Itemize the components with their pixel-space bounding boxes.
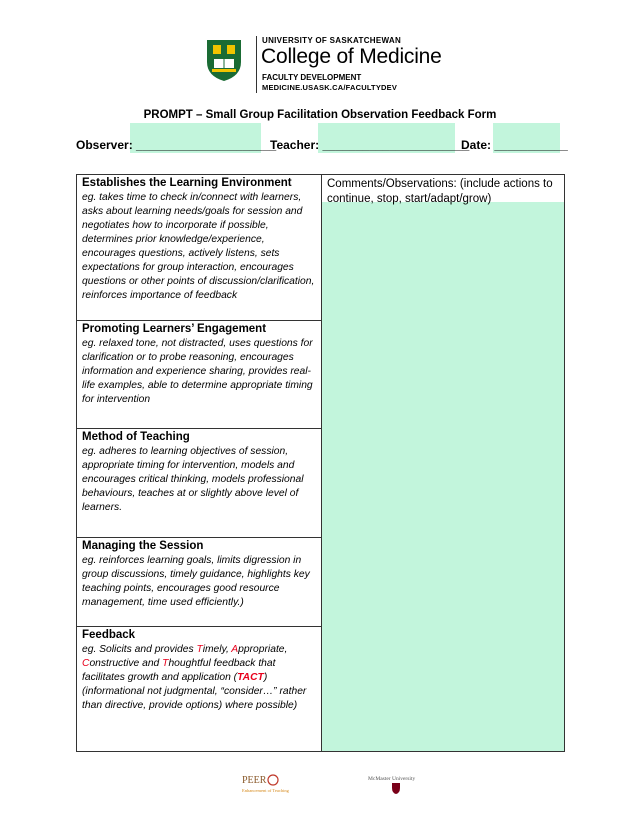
college-name: College of Medicine: [261, 45, 442, 68]
section-method-of-teaching: [77, 429, 321, 537]
section-description: [82, 643, 315, 713]
section-description: eg. adheres to learning objectives of session, appropriate timing for intervention, models and encourages critical thinking, models professional behaviours, teaches at or slightly above level of learners.: [82, 446, 304, 513]
teacher-field: [270, 138, 469, 152]
text-run: ) (informational not judgmental, “consider…” rather than directive, provide options) where possible): [82, 672, 307, 711]
text-run: imely,: [202, 644, 232, 655]
section-title: Managing the Session: [82, 540, 204, 552]
teacher-label: Teacher:: [270, 138, 320, 152]
usask-crest-logo: [205, 38, 243, 82]
mcmaster-logo: [368, 773, 416, 795]
column-divider: [321, 175, 322, 751]
section-title: Method of Teaching: [82, 431, 190, 443]
unit-name: FACULTY DEVELOPMENT: [262, 73, 362, 82]
section-managing-session: [77, 538, 321, 626]
mcmaster-logo-text: McMaster University: [368, 776, 416, 782]
observer-field: [76, 138, 276, 152]
tact-acronym: TACT: [237, 672, 264, 683]
section-title: Feedback: [82, 629, 136, 641]
observer-blank[interactable]: _____________________: [136, 138, 277, 152]
text-run: houghtful feedback that facilitates growth and application (: [82, 658, 276, 683]
unit-url: MEDICINE.USASK.CA/FACULTYDEV: [262, 83, 398, 92]
peer-logo-text: PEER: [242, 775, 267, 786]
university-name: UNIVERSITY OF SASKATCHEWAN: [262, 36, 402, 45]
form-title: PROMPT – Small Group Facilitation Observation Feedback Form: [143, 109, 497, 121]
acronym-letter: A: [231, 644, 239, 655]
usask-header: [205, 36, 505, 94]
date-blank[interactable]: ___________: [494, 138, 568, 152]
section-title: Establishes the Learning Environment: [82, 177, 292, 189]
section-feedback: [77, 627, 321, 751]
comments-field[interactable]: [322, 202, 564, 751]
acronym-letter: C: [82, 658, 90, 669]
section-title: Promoting Learners’ Engagement: [82, 323, 267, 335]
section-learner-engagement: [77, 321, 321, 428]
section-description: eg. relaxed tone, not distracted, uses questions for clarification or to probe reasoning, encourages information and experience sharing, provides real-life examples, able to determine appropriate timing for intervention: [82, 338, 313, 405]
text-run: onstructive and: [89, 658, 163, 669]
header-divider: [256, 36, 257, 93]
acronym-letter: T: [162, 658, 169, 669]
comments-header: Comments/Observations: (include actions to continue, stop, start/adapt/grow): [327, 178, 553, 205]
feedback-table: [76, 174, 565, 752]
date-field: [461, 138, 568, 152]
section-description: eg. takes time to check in/connect with learners, asks about learning needs/goals for session and negotiates how to incorporate if possible, determines prior knowledge/experience, encourages questions, actively listens, sets expectations for group interaction, encourages questions or other points of discussion/clarification, reinforces importance of feedback: [82, 192, 315, 301]
teacher-blank[interactable]: ______________________: [322, 138, 470, 152]
peer-logo-subtext: Enhancement of Teaching: [242, 788, 289, 793]
observer-label: Observer:: [76, 138, 133, 152]
text-run: ppropriate,: [238, 644, 288, 655]
section-description: eg. reinforces learning goals, limits digression in group discussions, timely guidance, highlights key teaching points, encourages good resource management, time used efficiently.): [82, 555, 310, 608]
text-run: eg. Solicits and provides: [82, 644, 197, 655]
section-learning-environment: [77, 175, 321, 320]
peer-logo: [242, 772, 312, 794]
acronym-letter: T: [196, 644, 203, 655]
date-label: Date:: [461, 138, 492, 152]
